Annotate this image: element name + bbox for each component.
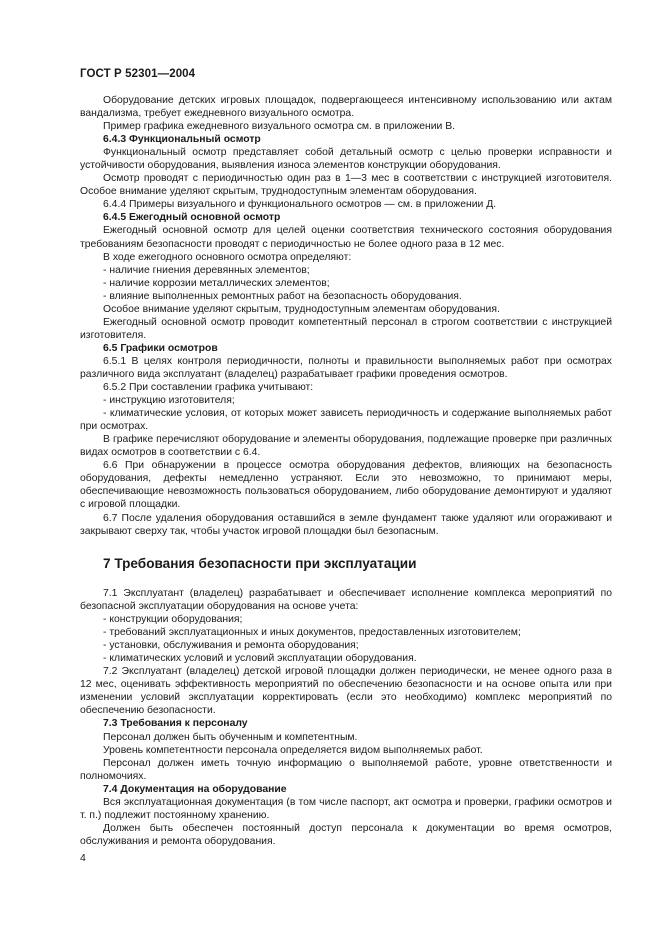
subsection-heading: 7.4 Документация на оборудование (103, 783, 287, 795)
paragraph: Ежегодный основной осмотр проводит компетентный персонал в строгом соответствии с инструкцией изготовителя. (80, 316, 612, 341)
page-number: 4 (80, 853, 86, 864)
paragraph: - инструкцию изготовителя; (103, 395, 235, 407)
paragraph: - наличие гниения деревянных элементов; (103, 264, 310, 276)
subsection-heading: 7.3 Требования к персоналу (103, 718, 248, 730)
paragraph: 6.4.4 Примеры визуального и функционального осмотров — см. в приложении Д. (103, 199, 497, 211)
paragraph: - конструкции оборудования; (103, 614, 243, 626)
paragraph: Ежегодный основной осмотр для целей оценки соответствия технического состояния оборудования требованиям безопасности проводят с периодичностью не более одного раза в 12 мес. (80, 225, 612, 250)
section-6-text (80, 94, 612, 538)
paragraph: 6.6 При обнаружении в процессе осмотра оборудования дефектов, влияющих на безопасность оборудования, дефекты немедленно устраняют. Если это невозможно, то принимают меры, обеспечивающие невозможность пользоваться оборудованием, либо оборудование демонтируют и удаляют с игровой площадки. (80, 460, 612, 511)
paragraph: Особое внимание уделяют скрытым, труднодоступным элементам оборудования. (103, 303, 500, 315)
subsection-heading: 6.4.3 Функциональный осмотр (103, 134, 261, 146)
paragraph: Вся эксплуатационная документация (в том числе паспорт, акт осмотра и проверки, графики осмотров и т. п.) подлежит постоянному хранению. (80, 796, 612, 821)
section-7-text (80, 587, 612, 848)
subsection-heading: 6.5 Графики осмотров (103, 342, 218, 354)
paragraph: - установки, обслуживания и ремонта оборудования; (103, 640, 359, 652)
paragraph: - наличие коррозии металлических элементов; (103, 277, 330, 289)
paragraph: В графике перечисляют оборудование и элементы оборудования, подлежащие проверке при различных видах осмотров в соответствии с 6.4. (80, 434, 612, 459)
paragraph: 6.5.2 При составлении графика учитывают: (103, 382, 314, 394)
paragraph: Персонал должен иметь точную информацию о выполняемой работе, уровне ответственности и полномочиях. (80, 757, 612, 782)
paragraph: В ходе ежегодного основного осмотра определяют: (103, 251, 352, 263)
paragraph: Уровень компетентности персонала определяется видом выполняемых работ. (103, 744, 483, 756)
document-header: ГОСТ Р 52301—2004 (80, 68, 196, 80)
paragraph: Оборудование детских игровых площадок, подвергающееся интенсивному использованию или актам вандализма, требует ежедневного визуального осмотра. (80, 95, 612, 120)
paragraph: 6.7 После удаления оборудования оставшийся в земле фундамент также удаляют или огораживают и закрывают сверху так, чтобы участок игровой площадки был безопасным. (80, 512, 612, 537)
paragraph: Функциональный осмотр представляет собой детальный осмотр с целью проверки исправности и устойчивости оборудования, выявления износа элементов конструкции оборудования. (80, 147, 612, 172)
subsection-heading: 6.4.5 Ежегодный основной осмотр (103, 212, 281, 224)
paragraph: - требований эксплуатационных и иных документов, предоставленных изготовителем; (103, 627, 521, 639)
paragraph: Пример графика ежедневного визуального осмотра см. в приложении В. (103, 121, 456, 133)
paragraph: 6.5.1 В целях контроля периодичности, полноты и правильности выполняемых работ при осмотрах различного вида эксплуатант (владелец) разрабатывает графики проведения осмотров. (80, 355, 612, 380)
paragraph: 7.2 Эксплуатант (владелец) детской игровой площадки должен периодически, не менее одного раза в 12 мес, оценивать эффективность мероприятий по обеспечению безопасности и на основе опыта или при изменении условий эксплуатации корректировать (если это необходимо) комплекс мероприятий по обеспечению безопасности. (80, 666, 612, 717)
paragraph: - климатических условий и условий эксплуатации оборудования. (103, 653, 417, 665)
paragraph: 7.1 Эксплуатант (владелец) разрабатывает и обеспечивает исполнение комплекса мероприятий по безопасной эксплуатации оборудования на основе учета: (80, 588, 612, 613)
paragraph: - влияние выполненных ремонтных работ на безопасность оборудования. (103, 290, 462, 302)
paragraph: Должен быть обеспечен постоянный доступ персонала к документации во время осмотров, обслуживания и ремонта оборудования. (80, 822, 612, 847)
section-7-title: 7 Требования безопасности при эксплуатации (103, 556, 417, 571)
paragraph: Осмотр проводят с периодичностью один раз в 1—3 мес в соответствии с инструкцией изготовителя. Особое внимание уделяют скрытым, труднодоступным элементам оборудования. (80, 173, 612, 198)
paragraph: - климатические условия, от которых может зависеть периодичность и содержание выполняемых работ при осмотрах. (80, 408, 612, 433)
paragraph: Персонал должен быть обученным и компетентным. (103, 731, 358, 743)
